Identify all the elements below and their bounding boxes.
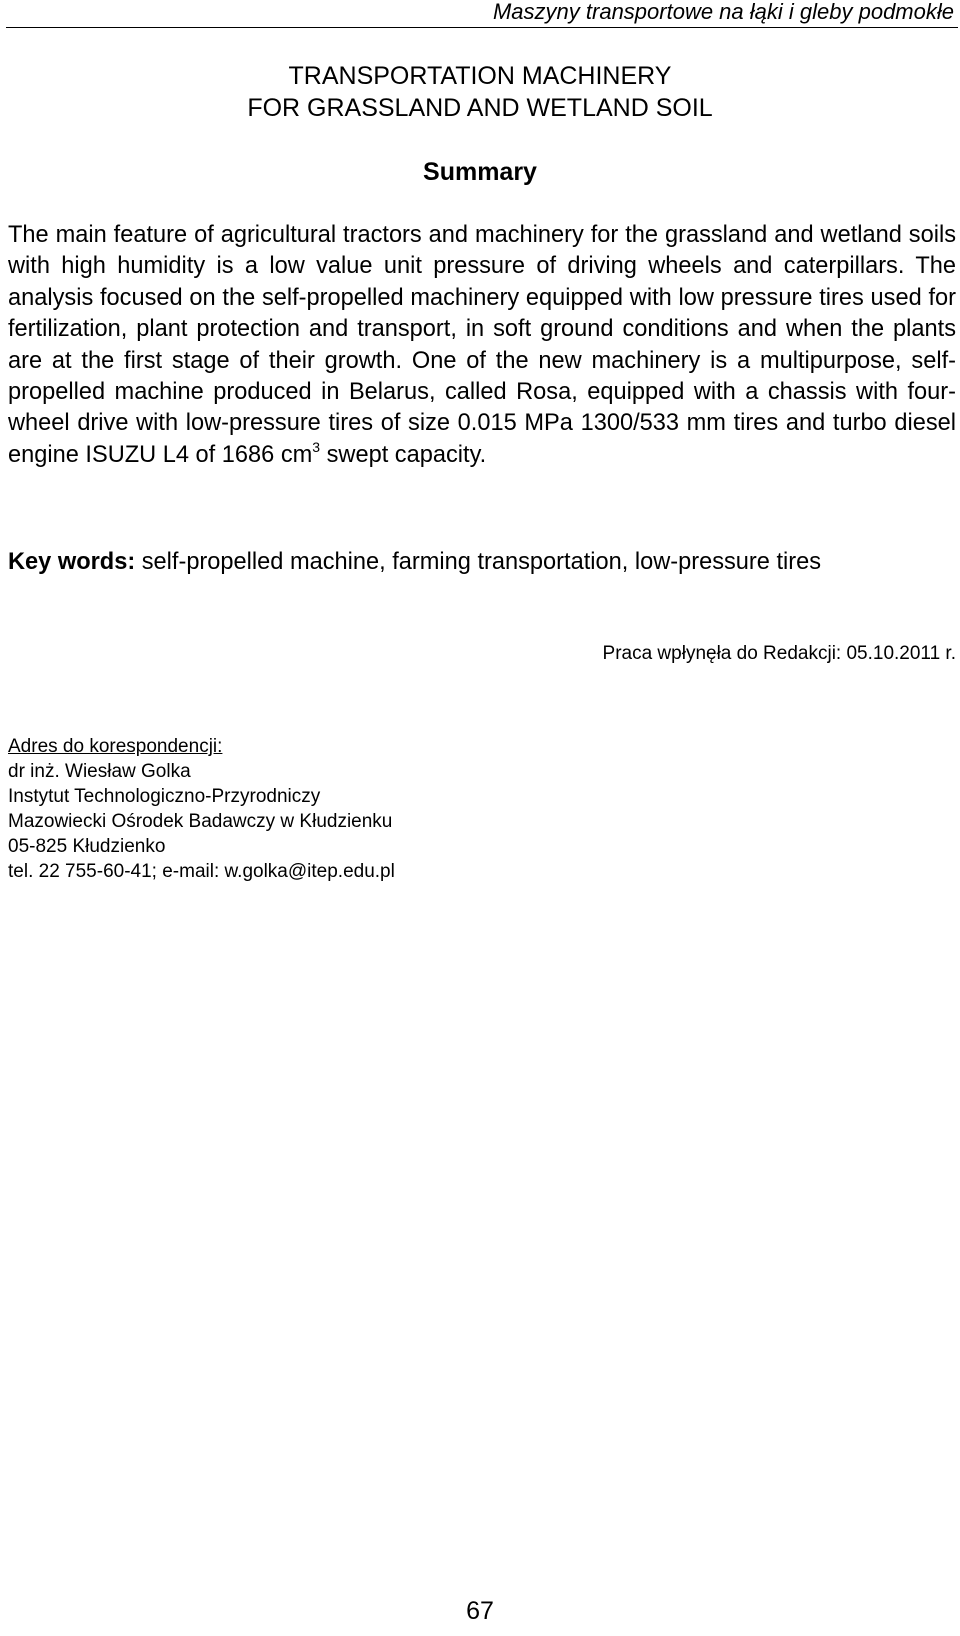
correspondence-heading: Adres do korespondencji: — [8, 736, 223, 757]
keywords-label: Key words: — [8, 549, 136, 575]
correspondence-line: dr inż. Wiesław Golka — [8, 761, 191, 782]
summary-paragraph — [8, 220, 956, 471]
page-number: 67 — [466, 1597, 494, 1625]
correspondence-line: Mazowiecki Ośrodek Badawczy w Kłudzienku — [8, 811, 393, 832]
keywords — [8, 546, 956, 578]
summary-text-end: swept capacity. — [320, 441, 487, 468]
summary-text: The main feature of agricultural tractors and machinery for the grassland and wetland soils with high humidity is a low value unit pressure of driving wheels and caterpillars. The analysis focused on the self-propelled machinery equipped with low pressure tires used for fertilization, plant protection and transport, in soft ground conditions and when the plants are at the first stage of their growth. One of the new machinery is a multipurpose, self-propelled machine produced in Belarus, called Rosa, equipped with a chassis with four-wheel drive with low-pressure tires of size 0.015 MPa 1300/533 mm tires and turbo diesel engine ISUZU L4 of 1686 cm — [8, 222, 956, 468]
article-title-line-2: FOR GRASSLAND AND WETLAND SOIL — [247, 94, 713, 122]
running-header-title: Maszyny transportowe na łąki i gleby podmokłe — [492, 0, 954, 24]
article-title-line-1: TRANSPORTATION MACHINERY — [288, 62, 672, 90]
received-date: Praca wpłynęła do Redakcji: 05.10.2011 r. — [602, 643, 956, 664]
summary-heading: Summary — [423, 158, 537, 186]
summary-superscript: 3 — [312, 438, 321, 455]
correspondence-line: 05-825 Kłudzienko — [8, 836, 166, 857]
correspondence-line: Instytut Technologiczno-Przyrodniczy — [8, 786, 321, 807]
correspondence-line: tel. 22 755-60-41; e-mail: w.golka@itep.edu.pl — [8, 861, 395, 882]
running-header — [6, 0, 958, 28]
correspondence-block — [8, 734, 395, 884]
keywords-text: self-propelled machine, farming transportation, low-pressure tires — [135, 549, 822, 575]
article-title — [0, 60, 960, 124]
